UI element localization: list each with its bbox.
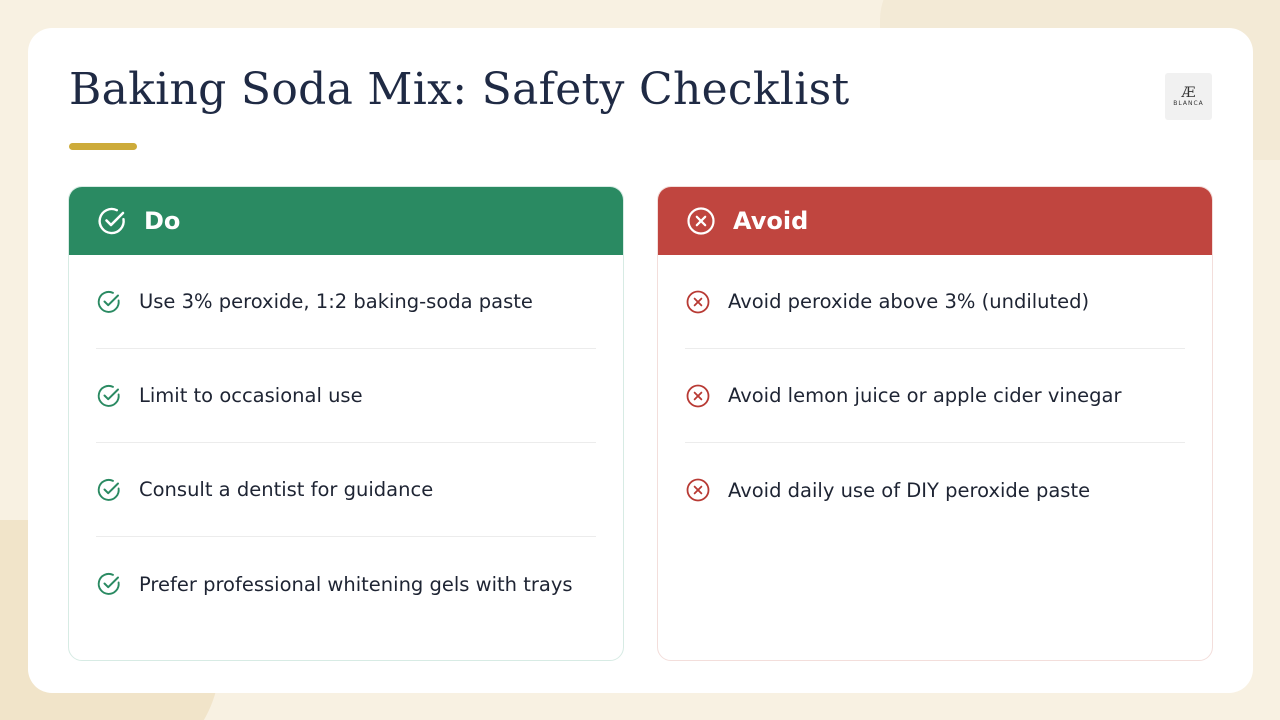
do-panel-header: [69, 187, 623, 255]
check-circle-icon: [96, 383, 122, 409]
avoid-list: [658, 255, 1212, 537]
check-circle-icon: [96, 477, 122, 503]
do-list: [69, 255, 623, 631]
avoid-panel-heading: Avoid: [733, 207, 809, 235]
check-circle-icon: [96, 571, 122, 597]
check-circle-icon: [96, 205, 128, 237]
list-item: [96, 537, 596, 631]
list-item: [96, 349, 596, 443]
logo-wordmark: BLANCA: [1173, 99, 1204, 107]
list-item: [685, 349, 1185, 443]
x-circle-icon: [685, 205, 717, 237]
do-panel: [68, 186, 624, 661]
x-circle-icon: [685, 383, 711, 409]
do-item-text: Use 3% peroxide, 1:2 baking-soda paste: [139, 290, 533, 313]
avoid-item-text: Avoid daily use of DIY peroxide paste: [728, 478, 1091, 502]
avoid-panel-header: [658, 187, 1212, 255]
do-item-text: Limit to occasional use: [139, 384, 363, 407]
x-circle-icon: [685, 289, 711, 315]
x-circle-icon: [685, 477, 711, 503]
logo-mark: Æ: [1181, 84, 1196, 101]
list-item: [96, 255, 596, 349]
slide-title: Baking Soda Mix: Safety Checklist: [69, 64, 850, 115]
slide-card: [28, 28, 1253, 693]
avoid-panel: [657, 186, 1213, 661]
do-item-text: Prefer professional whitening gels with trays: [139, 572, 573, 596]
check-circle-icon: [96, 289, 122, 315]
list-item: [685, 443, 1185, 537]
do-item-text: Consult a dentist for guidance: [139, 478, 434, 501]
avoid-item-text: Avoid peroxide above 3% (undiluted): [728, 290, 1090, 313]
brand-logo: [1165, 73, 1212, 120]
do-panel-heading: Do: [144, 207, 181, 235]
avoid-item-text: Avoid lemon juice or apple cider vinegar: [728, 384, 1122, 407]
list-item: [685, 255, 1185, 349]
list-item: [96, 443, 596, 537]
title-underline: [69, 143, 137, 150]
